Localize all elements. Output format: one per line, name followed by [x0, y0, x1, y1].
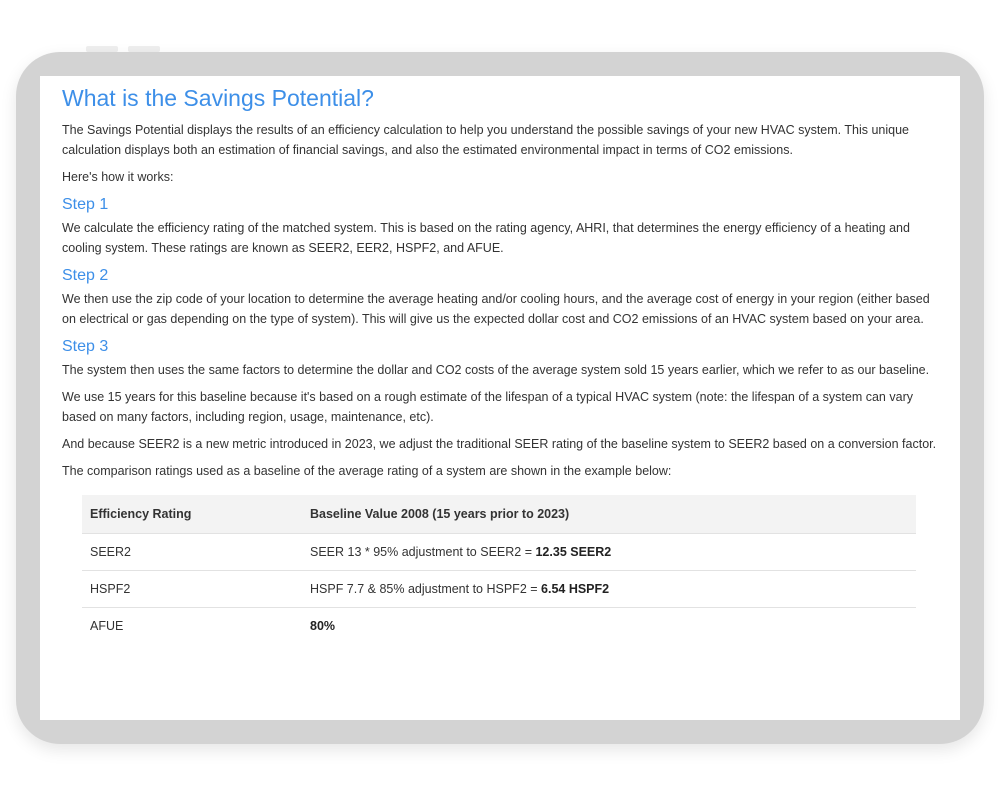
table-row	[82, 534, 916, 571]
step-1-heading: Step 1	[62, 196, 109, 213]
page-title: What is the Savings Potential?	[62, 85, 374, 111]
value-prefix: HSPF 7.7 & 85% adjustment to HSPF2 =	[310, 582, 542, 596]
rating-cell: AFUE	[82, 608, 302, 645]
rating-cell: SEER2	[82, 534, 302, 571]
step-1-paragraph: We calculate the efficiency rating of the matched system. This is based on the rating agency, AHRI, that determines the energy efficiency of a heating and cooling system. These ratings are known as SEER2, EER2, HSPF2, and AFUE.	[62, 221, 910, 255]
step-2-heading: Step 2	[62, 267, 109, 284]
intro-paragraph: The Savings Potential displays the results of an efficiency calculation to help you understand the possible savings of your new HVAC system. This unique calculation displays both an estimation of financial savings, and also the estimated environmental impact in terms of CO2 emissions.	[62, 123, 909, 157]
article	[40, 76, 960, 644]
step-3-paragraph-3: And because SEER2 is a new metric introduced in 2023, we adjust the traditional SEER rating of the baseline system to SEER2 based on a conversion factor.	[62, 437, 937, 451]
table-header-row	[82, 495, 916, 534]
table-row	[82, 571, 916, 608]
value-cell	[302, 608, 916, 645]
step-3-paragraph-4: The comparison ratings used as a baseline of the average rating of a system are shown in the example below:	[62, 464, 672, 478]
rating-cell: HSPF2	[82, 571, 302, 608]
how-it-works-text: Here's how it works:	[62, 170, 174, 184]
value-cell	[302, 534, 916, 571]
step-2-paragraph: We then use the zip code of your location to determine the average heating and/or cooling hours, and the average cost of energy in your region (either based on electrical or gas depending on the type of system). This will give us the expected dollar cost and CO2 emissions of an HVAC system based on your area.	[62, 292, 930, 326]
value-prefix: SEER 13 * 95% adjustment to SEER2 =	[310, 545, 536, 559]
tablet-screen	[40, 76, 960, 720]
header-baseline-value: Baseline Value 2008 (15 years prior to 2023)	[310, 507, 570, 521]
step-3-heading: Step 3	[62, 338, 109, 355]
value-bold: 6.54 HSPF2	[541, 582, 610, 596]
header-efficiency-rating: Efficiency Rating	[90, 507, 192, 521]
step-3-paragraph-1: The system then uses the same factors to determine the dollar and CO2 costs of the average system sold 15 years earlier, which we refer to as our baseline.	[62, 363, 930, 377]
value-bold: 80%	[310, 619, 336, 633]
value-bold: 12.35 SEER2	[535, 545, 612, 559]
value-cell	[302, 571, 916, 608]
table-row	[82, 608, 916, 645]
baseline-table	[82, 495, 916, 644]
step-3-paragraph-2: We use 15 years for this baseline because it's based on a rough estimate of the lifespan of a typical HVAC system (note: the lifespan of a system can vary based on many factors, including region, usage, maintenance, etc).	[62, 390, 913, 424]
